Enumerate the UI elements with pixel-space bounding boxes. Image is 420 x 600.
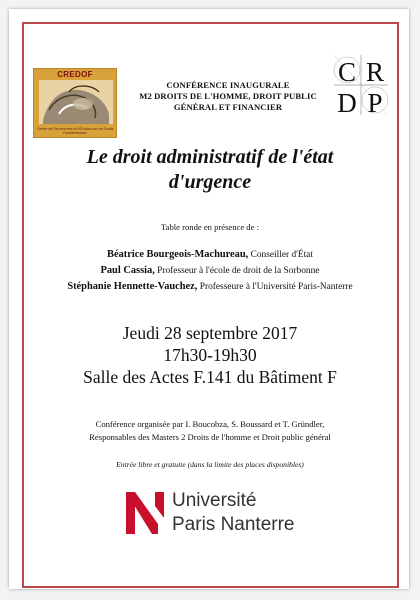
speaker-name: Stéphanie Hennette-Vauchez, <box>67 281 198 292</box>
speaker-item <box>18 247 402 263</box>
entry-main: Entrée libre et gratuite <box>116 460 186 469</box>
nanterre-n-logo-icon <box>122 490 168 536</box>
conference-line-3: GÉNÉRAL ET FINANCIER <box>173 102 283 112</box>
conference-header <box>136 80 320 113</box>
speaker-name: Paul Cassia, <box>100 265 155 276</box>
main-title <box>30 145 390 195</box>
entry-parenthetical: (dans la limite des places disponibles) <box>187 460 304 469</box>
conference-line-2: M2 DROITS DE L'HOMME, DROIT PUBLIC <box>139 91 317 101</box>
organizers-note <box>18 418 402 443</box>
credof-logo-caption: Centre de Recherches et d'Études sur les Droits Fondamentaux <box>36 127 114 135</box>
credof-hands-image <box>39 80 113 124</box>
speaker-role: Conseiller d'État <box>250 250 313 260</box>
credof-logo <box>33 68 117 138</box>
speaker-item <box>18 279 402 295</box>
table-ronde-intro: Table ronde en présence de : <box>161 222 259 232</box>
main-title-line-2: d'urgence <box>168 171 252 193</box>
speaker-role: Professeure à l'Université Paris-Nanterre <box>199 282 353 292</box>
speaker-name: Béatrice Bourgeois-Machureau, <box>107 249 249 260</box>
speakers-list <box>18 247 402 295</box>
main-title-line-1: Le droit administratif de l'état <box>86 146 334 168</box>
speaker-role: Professeur à l'école de droit de la Sorbonne <box>157 266 320 276</box>
event-date: Jeudi 28 septembre 2017 <box>122 323 298 343</box>
organizers-line-1: Conférence organisée par I. Boucobza, S. Boussard et T. Gründler, <box>95 419 325 429</box>
credof-logo-title: CREDOF <box>57 70 93 79</box>
entry-note <box>18 460 402 469</box>
crdp-logo <box>332 53 390 117</box>
speaker-item <box>18 263 402 279</box>
crdp-letter-p: P <box>367 88 383 117</box>
event-details <box>18 322 402 388</box>
event-time: 17h30-19h30 <box>163 345 257 365</box>
event-location: Salle des Actes F.141 du Bâtiment F <box>83 367 337 387</box>
university-name <box>172 489 342 537</box>
university-name-line-1: Université <box>172 490 257 511</box>
crdp-letter-d: D <box>337 88 357 117</box>
university-name-line-2: Paris Nanterre <box>172 514 295 535</box>
crdp-letter-c: C <box>337 57 357 87</box>
organizers-line-2: Responsables des Masters 2 Droits de l'homme et Droit public général <box>89 431 331 442</box>
crdp-letter-r: R <box>365 57 385 87</box>
conference-line-1: CONFÉRENCE INAUGURALE <box>166 80 290 90</box>
